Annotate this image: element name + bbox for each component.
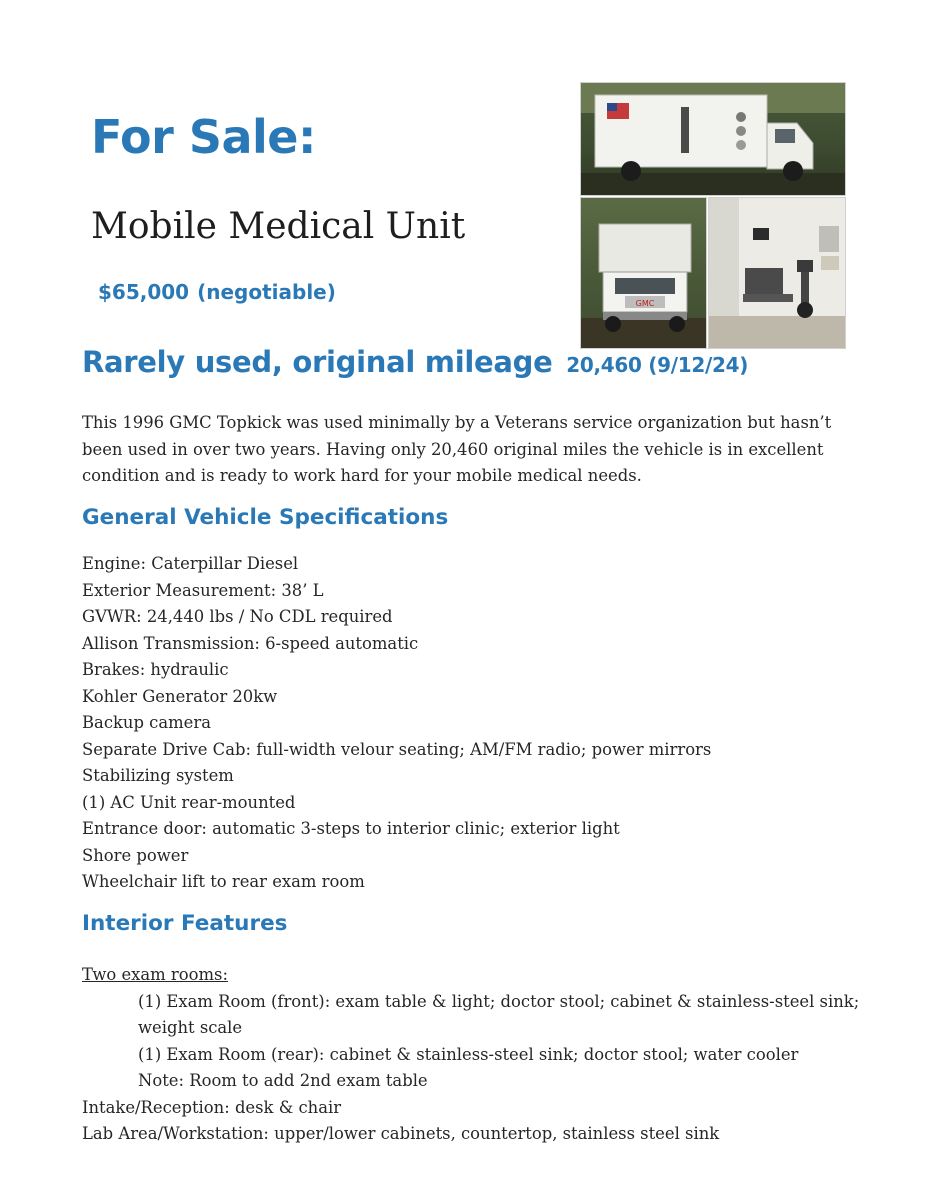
exam-note: Note: Room to add 2nd exam table — [138, 1071, 428, 1090]
headline-mileage: 20,460 (9/12/24) — [566, 353, 749, 377]
interior-photo — [708, 197, 846, 349]
exam-room-front: (1) Exam Room (front): exam table & light; doctor stool; cabinet & stainless-steel sink; weight scale — [138, 991, 860, 1037]
exam-rooms-label: Two exam rooms: — [82, 965, 228, 984]
specs-list — [82, 551, 862, 896]
spec-item: Allison Transmission: 6-speed automatic — [82, 633, 419, 653]
specs-heading: General Vehicle Specifications — [82, 505, 449, 530]
spec-item: Stabilizing system — [82, 766, 234, 785]
spec-item: Shore power — [82, 845, 189, 865]
interior-heading: Interior Features — [82, 911, 288, 936]
headline-main: Rarely used, original mileage — [82, 345, 553, 379]
spec-item: Brakes: hydraulic — [82, 660, 229, 679]
page-subtitle: Mobile Medical Unit — [91, 206, 466, 247]
spec-item: Entrance door: automatic 3-steps to interior clinic; exterior light — [82, 819, 620, 838]
spec-item: Exterior Measurement: 38’ L — [82, 580, 324, 600]
interior-list — [82, 962, 862, 1148]
spec-item: Wheelchair lift to rear exam room — [82, 872, 365, 891]
truck-front-photo — [580, 197, 707, 349]
spec-item: GVWR: 24,440 lbs / No CDL required — [82, 607, 393, 626]
exam-room-rear: (1) Exam Room (rear): cabinet & stainless-steel sink; doctor stool; water cooler — [138, 1044, 799, 1064]
truck-side-photo — [580, 82, 846, 196]
spec-item: Engine: Caterpillar Diesel — [82, 554, 299, 573]
lab-item: Lab Area/Workstation: upper/lower cabinets, countertop, stainless steel sink — [82, 1124, 720, 1143]
headline — [82, 345, 748, 379]
spec-item: Kohler Generator 20kw — [82, 686, 278, 706]
svg-text:GMC: GMC — [635, 299, 655, 308]
intro-paragraph: This 1996 GMC Topkick was used minimally by a Veterans service organization but hasn’t been used in over two years. Having only 20,460 original miles the vehicle is in excellent condition and is ready to work hard for your mobile medical needs. — [82, 413, 832, 485]
price-note: (negotiable) — [197, 280, 336, 304]
intake-item: Intake/Reception: desk & chair — [82, 1097, 342, 1117]
spec-item: Backup camera — [82, 713, 211, 732]
spec-item: (1) AC Unit rear-mounted — [82, 792, 296, 812]
spec-item: Separate Drive Cab: full-width velour seating; AM/FM radio; power mirrors — [82, 739, 712, 759]
price — [98, 280, 336, 304]
page-title: For Sale: — [91, 110, 316, 164]
price-amount: $65,000 — [98, 280, 190, 304]
